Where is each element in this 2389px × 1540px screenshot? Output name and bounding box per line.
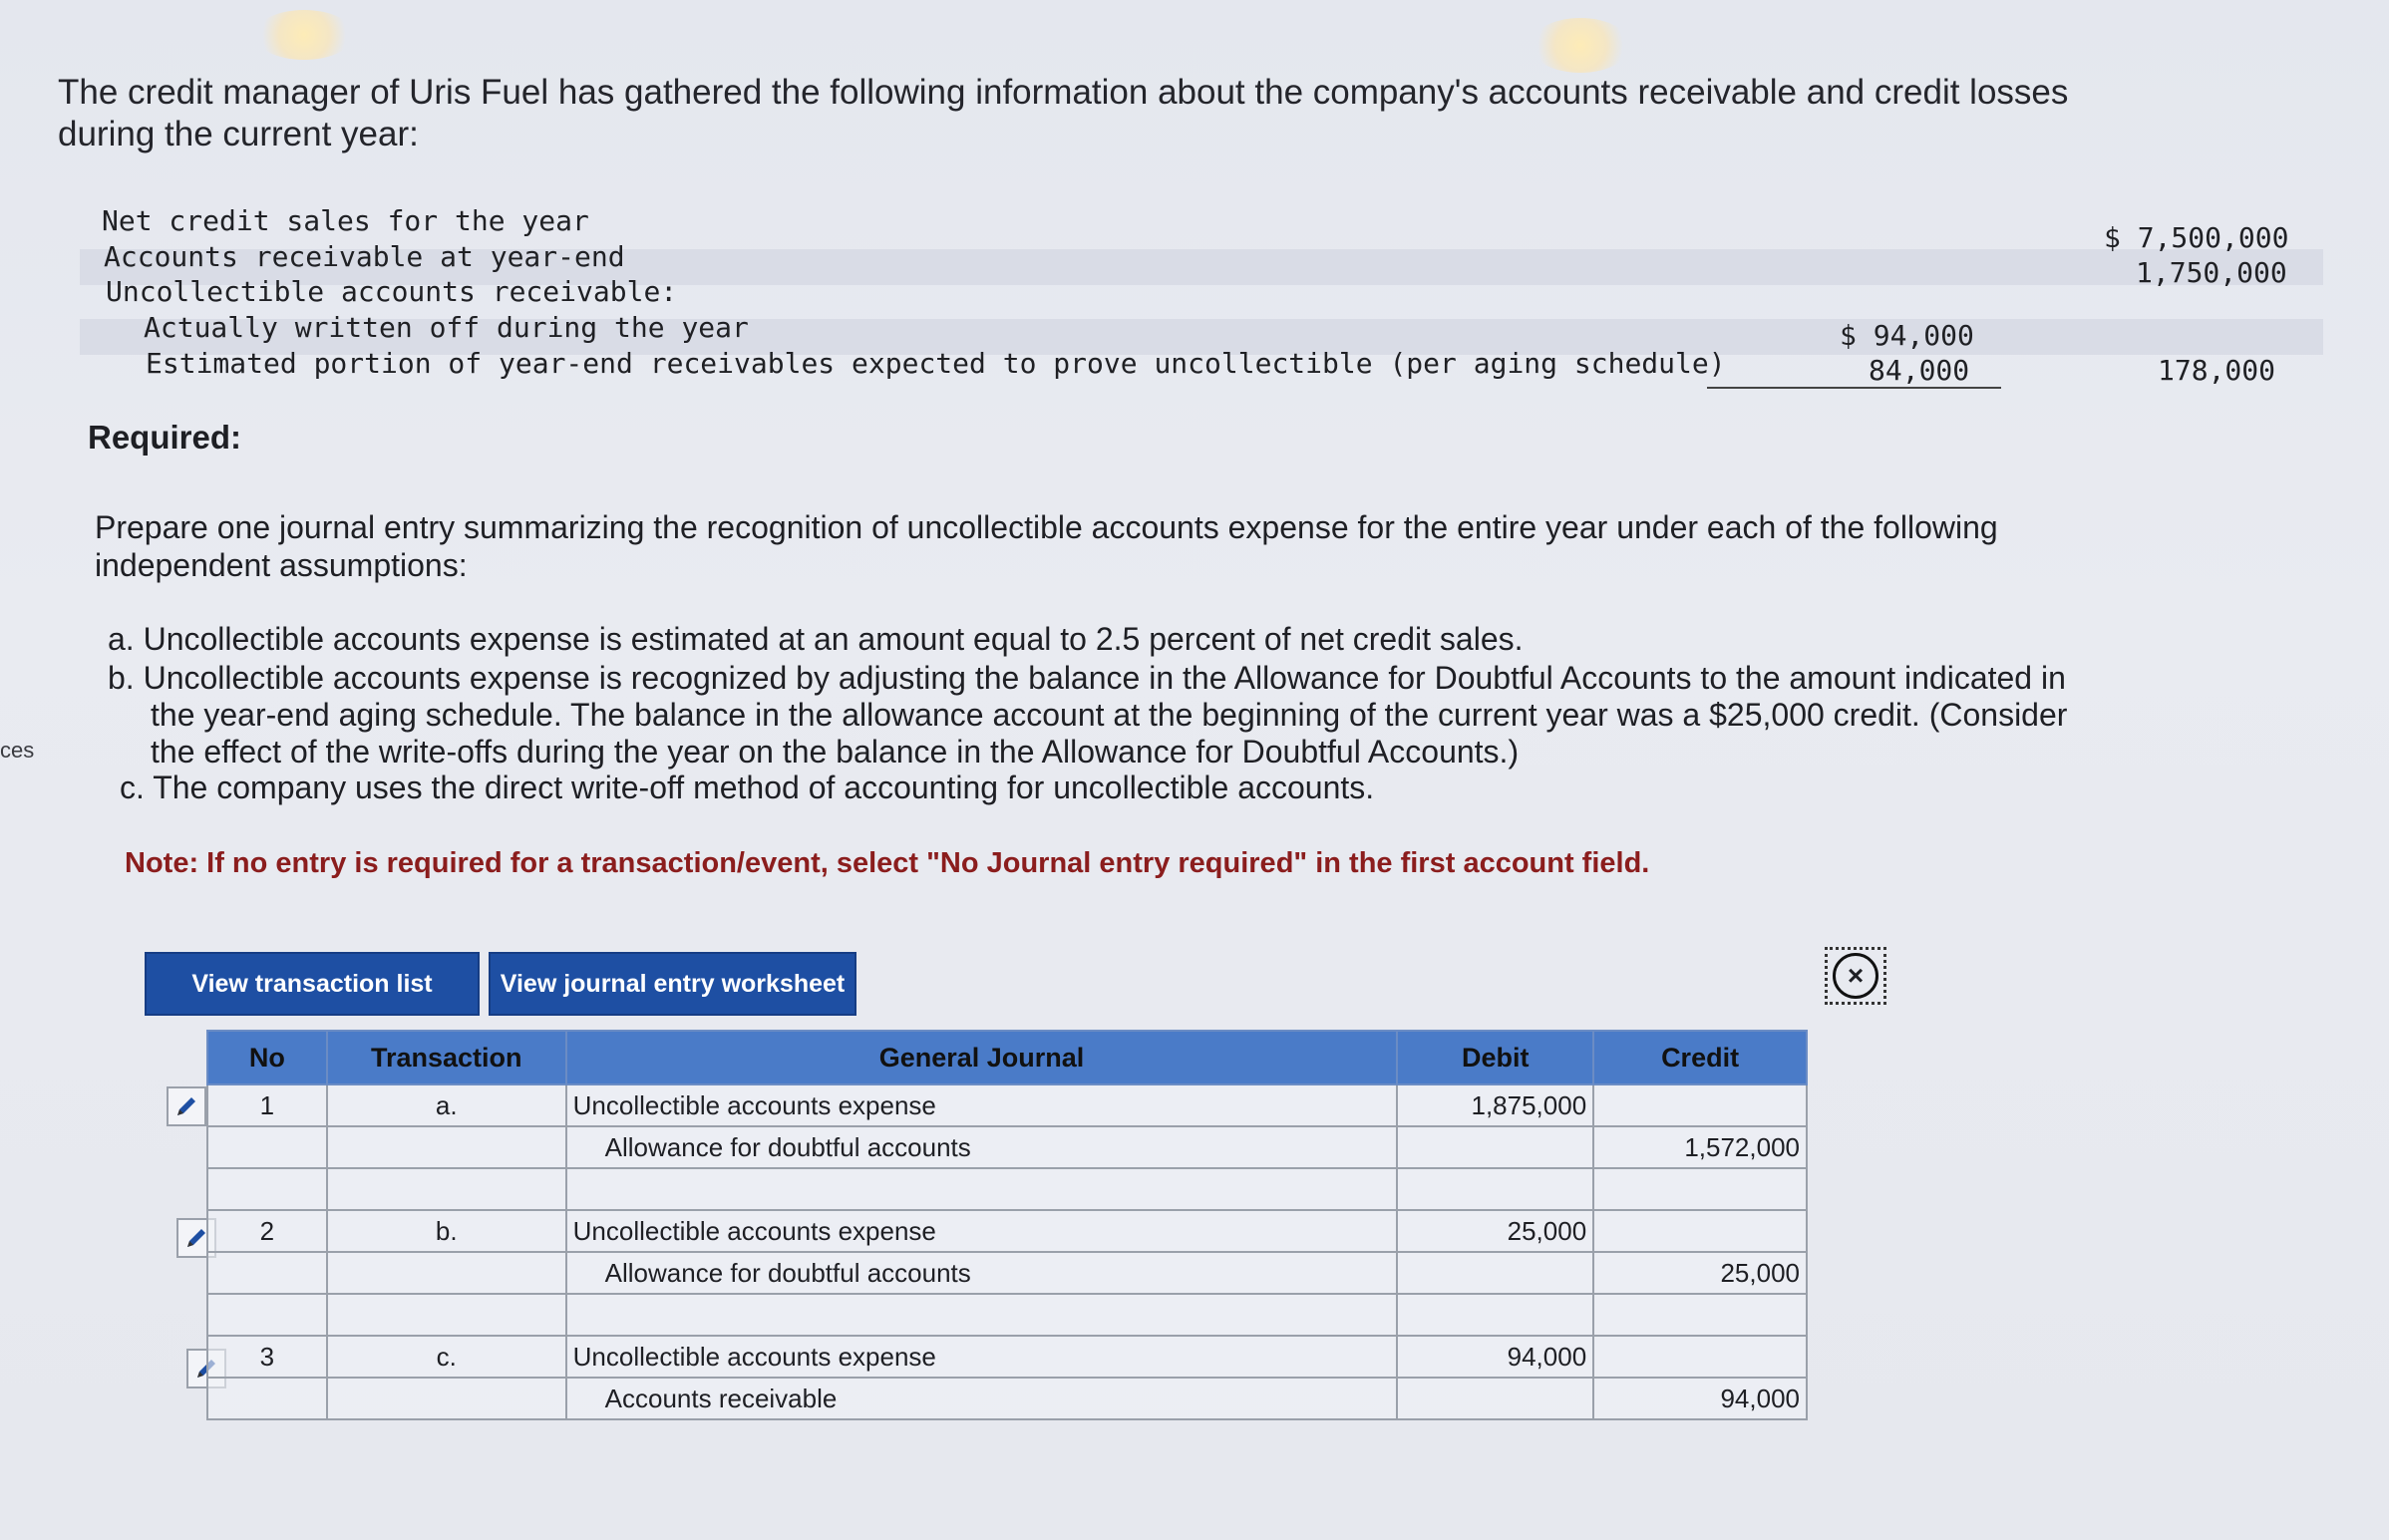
account-cell[interactable]: Accounts receivable [566, 1378, 1398, 1419]
header-debit: Debit [1397, 1031, 1593, 1084]
table-row [207, 1084, 1807, 1126]
data-value-accounts-receivable: 1,750,000 [2136, 256, 2287, 289]
data-sub-written-off: $ 94,000 [1840, 319, 1974, 352]
debit-cell[interactable] [1397, 1126, 1593, 1168]
required-heading: Required: [88, 419, 242, 456]
data-label-net-credit-sales: Net credit sales for the year [102, 204, 589, 237]
empty-cell [207, 1168, 327, 1210]
empty-cell [327, 1378, 566, 1419]
empty-cell [207, 1294, 327, 1336]
table-row [207, 1252, 1807, 1294]
table-row [207, 1210, 1807, 1252]
credit-cell[interactable] [1593, 1084, 1807, 1126]
intro-text: The credit manager of Uris Fuel has gathered the following information about the company's accounts receivable and credit losses during the current year: [58, 73, 2069, 154]
debit-cell[interactable] [1397, 1378, 1593, 1419]
empty-cell [207, 1378, 327, 1419]
entry-no: 2 [207, 1210, 327, 1252]
assumption-a: a. Uncollectible accounts expense is estimated at an amount equal to 2.5 percent of net credit sales. [108, 621, 1524, 657]
table-row [207, 1378, 1807, 1419]
table-row-spacer [207, 1168, 1807, 1210]
assumption-b: b. Uncollectible accounts expense is recognized by adjusting the balance in the Allowance for Doubtful Accounts to the amount indicated in the year-end aging schedule. The balance in the allowance account at the beginning of the current year was a $25,000 credit. (Consider the effect of the write-offs during the year on the balance in the Allowance for Doubtful Accounts.) [108, 660, 2068, 770]
account-cell[interactable]: Uncollectible accounts expense [566, 1084, 1398, 1126]
credit-cell[interactable]: 25,000 [1593, 1252, 1807, 1294]
debit-cell[interactable]: 25,000 [1397, 1210, 1593, 1252]
data-label-uncollectible: Uncollectible accounts receivable: [106, 275, 678, 308]
empty-cell [327, 1126, 566, 1168]
entry-transaction: a. [327, 1084, 566, 1126]
credit-cell[interactable]: 94,000 [1593, 1378, 1807, 1419]
empty-cell [1593, 1168, 1807, 1210]
header-general-journal: General Journal [566, 1031, 1398, 1084]
empty-cell [566, 1294, 1398, 1336]
close-icon: × [1833, 953, 1878, 999]
header-credit: Credit [1593, 1031, 1807, 1084]
prompt-text: Prepare one journal entry summarizing the recognition of uncollectible accounts expense for the entire year under each of the following independent assumptions: [95, 509, 1998, 583]
empty-cell [1397, 1294, 1593, 1336]
data-label-accounts-receivable: Accounts receivable at year-end [104, 240, 625, 273]
side-text: ces [0, 738, 35, 763]
debit-cell[interactable]: 1,875,000 [1397, 1084, 1593, 1126]
debit-cell[interactable]: 94,000 [1397, 1336, 1593, 1378]
credit-cell[interactable]: 1,572,000 [1593, 1126, 1807, 1168]
close-button[interactable] [1825, 947, 1886, 1005]
subtotal-underline [1707, 387, 2001, 389]
account-cell[interactable]: Uncollectible accounts expense [566, 1210, 1398, 1252]
account-cell[interactable]: Uncollectible accounts expense [566, 1336, 1398, 1378]
empty-cell [327, 1294, 566, 1336]
light-glare [254, 10, 354, 60]
note-text: Note: If no entry is required for a transaction/event, select "No Journal entry required" in the first account field. [125, 847, 1650, 879]
pencil-icon [173, 1093, 199, 1119]
header-transaction: Transaction [327, 1031, 566, 1084]
entry-transaction: b. [327, 1210, 566, 1252]
data-label-estimated: Estimated portion of year-end receivables expected to prove uncollectible (per aging schedule) [146, 347, 1726, 380]
debit-cell[interactable] [1397, 1252, 1593, 1294]
empty-cell [207, 1126, 327, 1168]
edit-entry-1-button[interactable] [167, 1086, 206, 1126]
empty-cell [327, 1168, 566, 1210]
entry-transaction: c. [327, 1336, 566, 1378]
entry-no: 1 [207, 1084, 327, 1126]
data-value-net-credit-sales: $ 7,500,000 [2104, 221, 2289, 254]
entry-no: 3 [207, 1336, 327, 1378]
credit-cell[interactable] [1593, 1336, 1807, 1378]
credit-cell[interactable] [1593, 1210, 1807, 1252]
data-label-written-off: Actually written off during the year [144, 311, 749, 344]
header-no: No [207, 1031, 327, 1084]
table-row [207, 1126, 1807, 1168]
data-sub-estimated: 84,000 [1869, 354, 1970, 387]
table-row [207, 1336, 1807, 1378]
empty-cell [566, 1168, 1398, 1210]
data-value-uncollectible-total: 178,000 [2158, 354, 2276, 387]
assumption-c: c. The company uses the direct write-off method of accounting for uncollectible accounts. [120, 770, 1375, 805]
view-journal-entry-worksheet-button[interactable]: View journal entry worksheet [489, 952, 856, 1016]
view-transaction-list-button[interactable]: View transaction list [145, 952, 480, 1016]
table-header-row [207, 1031, 1807, 1084]
journal-table [206, 1030, 1808, 1420]
table-row-spacer [207, 1294, 1807, 1336]
empty-cell [1397, 1168, 1593, 1210]
light-glare [1531, 18, 1630, 73]
account-cell[interactable]: Allowance for doubtful accounts [566, 1126, 1398, 1168]
empty-cell [207, 1252, 327, 1294]
empty-cell [327, 1252, 566, 1294]
account-cell[interactable]: Allowance for doubtful accounts [566, 1252, 1398, 1294]
empty-cell [1593, 1294, 1807, 1336]
